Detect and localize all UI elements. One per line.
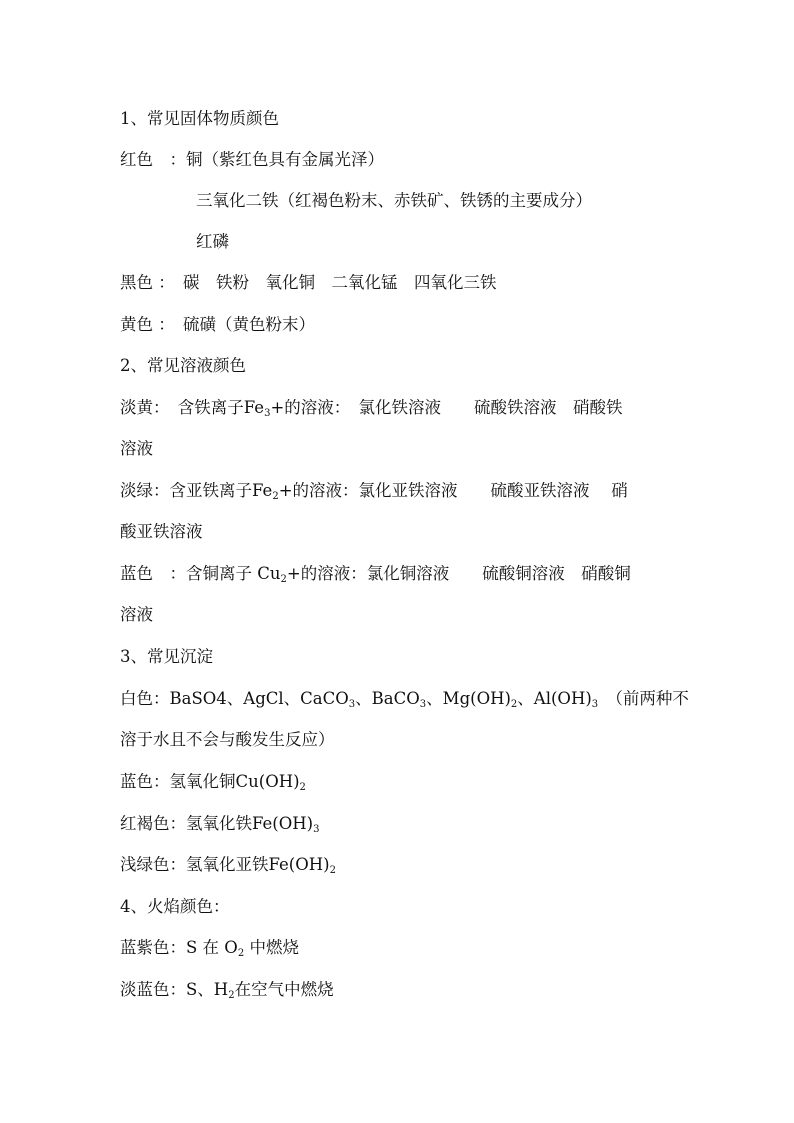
white-precipitate-sub-4: 3	[591, 699, 599, 710]
section-3-heading: 3、常见沉淀	[120, 647, 213, 666]
pale-blue-flame-line	[120, 979, 680, 1001]
pale-green-text-end: +的溶液：氯化亚铁溶液 硫酸亚铁溶液 硝	[278, 481, 628, 500]
blue-solution-line	[120, 563, 680, 585]
blue-solution-text: 蓝色 ：含铜离子 Cu	[120, 564, 281, 583]
pale-green-solution-continuation: 酸亚铁溶液	[120, 522, 203, 541]
white-precipitate-text-1: 白色：BaSO4、AgCl、CaCO	[120, 689, 349, 708]
light-green-precipitate-subscript: 2	[329, 865, 336, 876]
red-brown-precipitate-subscript: 3	[313, 824, 320, 835]
black-solids-line: 黑色 ： 碳 铁粉 氧化铜 二氧化锰 四氧化三铁	[120, 273, 497, 292]
pale-blue-flame-text-end: 在空气中燃烧	[234, 980, 334, 999]
pale-green-subscript: 2	[272, 491, 279, 502]
light-green-precipitate-text: 浅绿色：氢氧化亚铁Fe(OH)	[120, 855, 330, 874]
blue-precipitate-text: 蓝色：氢氧化铜Cu(OH)	[120, 772, 300, 791]
white-precipitate-sub-2: 3	[419, 699, 427, 710]
white-precipitate-sub-1: 3	[348, 699, 356, 710]
white-precipitate-sub-3: 2	[510, 699, 518, 710]
blue-precipitate-subscript: 2	[299, 782, 306, 793]
blue-purple-flame-subscript: 2	[237, 948, 245, 959]
blue-solution-continuation: 溶液	[120, 605, 153, 624]
pale-yellow-subscript: 3	[264, 408, 271, 419]
red-solids-line	[120, 149, 680, 171]
red-item-iron-oxide: 三氧化二铁（红褐色粉末、赤铁矿、铁锈的主要成分）	[196, 191, 592, 210]
blue-purple-flame-line	[120, 937, 680, 959]
pale-green-solution-line	[120, 480, 680, 502]
white-precipitate-text-4: 、Al(OH)	[517, 689, 592, 708]
red-brown-precipitate-line	[120, 813, 680, 835]
white-precipitate-text-3: 、Mg(OH)	[426, 689, 511, 708]
white-precipitate-text-2: 、BaCO	[355, 689, 420, 708]
red-item-phosphorus: 红磷	[196, 232, 229, 251]
blue-solution-text-end: +的溶液：氯化铜溶液 硫酸铜溶液 硝酸铜	[286, 564, 631, 583]
blue-precipitate-line	[120, 771, 680, 793]
section-1-heading: 1、常见固体物质颜色	[120, 109, 279, 128]
pale-blue-flame-subscript: 2	[228, 990, 235, 1001]
pale-yellow-text: 淡黄： 含铁离子Fe	[120, 398, 265, 417]
light-green-precipitate-line	[120, 854, 680, 876]
white-precipitate-line	[120, 688, 689, 710]
red-label: 红色 ：	[120, 150, 186, 169]
pale-green-text: 淡绿：含亚铁离子Fe	[120, 481, 273, 500]
white-precipitate-continuation: 溶于水且不会与酸发生反应）	[120, 730, 335, 749]
blue-purple-flame-text: 蓝紫色：S 在 O	[120, 938, 238, 957]
pale-blue-flame-text: 淡蓝色：S、H	[120, 980, 229, 999]
white-precipitate-text-5: （前两种不	[598, 689, 689, 708]
blue-solution-subscript: 2	[280, 574, 287, 585]
pale-yellow-text-end: +的溶液： 氯化铁溶液 硫酸铁溶液 硝酸铁	[270, 398, 623, 417]
yellow-solids-line: 黄色 ： 硫磺（黄色粉末）	[120, 315, 315, 334]
blue-purple-flame-text-end: 中燃烧	[244, 938, 299, 957]
pale-yellow-solution-continuation: 溶液	[120, 439, 153, 458]
red-brown-precipitate-text: 红褐色：氢氧化铁Fe(OH)	[120, 814, 314, 833]
pale-yellow-solution-line	[120, 397, 680, 419]
red-item-copper: 铜（紫红色具有金属光泽）	[186, 150, 384, 169]
section-4-heading: 4、火焰颜色：	[120, 897, 230, 916]
section-2-heading: 2、常见溶液颜色	[120, 356, 246, 375]
